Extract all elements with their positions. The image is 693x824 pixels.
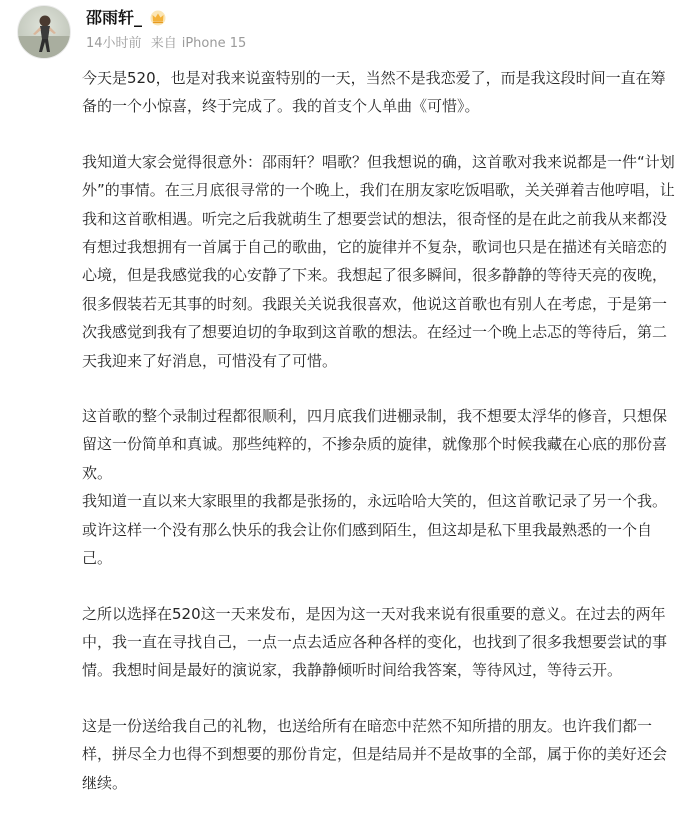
paragraph-3c: 或许这样一个没有那么快乐的我会让你们感到陌生，但这却是私下里我最熟悉的一个自己。	[82, 520, 653, 568]
source-device[interactable]: iPhone 15	[181, 36, 247, 51]
paragraph-4: 之所以选择在520这一天来发布，是因为这一天对我来说有很重要的意义。在过去的两年中，我一直在寻找自己，一点一点去适应各种各样的变化，也找到了很多我想要尝试的事情。我想时间是最好的演说家，我静静倾听时间给我答案，等待风过，等待云开。	[82, 604, 668, 680]
paragraph-2: 我知道大家会觉得很意外：邵雨轩？唱歌？但我想说的确，这首歌对我来说都是一件“计划外”的事情。在三月底很寻常的一个晚上，我们在朋友家吃饭唱歌，关关弹着吉他哼唱，让我和这首歌相遇。听完之后我就萌生了想要尝试的想法，很奇怪的是在此之前我从来都没有想过我想拥有一首属于自己的歌曲，它的旋律并不复杂，歌词也只是在描述有关暗恋的心境，但是我感觉我的心安静了下来。我想起了很多瞬间，很多静静的等待天亮的夜晚，很多假装若无其事的时刻。我跟关关说我很喜欢，他说这首歌也有别人在考虑，于是第一次我感觉到我有了想要迫切的争取到这首歌的想法。在经过一个晚上忐忑的等待后，第二天我迎来了好消息，可惜没有了可惜。	[82, 152, 675, 370]
paragraph-3a: 这首歌的整个录制过程都很顺利，四月底我们进棚录制，我不想要太浮华的修音，只想保留这一份简单和真诚。那些纯粹的，不掺杂质的旋律，就像那个时候我藏在心底的那份喜欢。	[82, 407, 668, 482]
paragraph-5: 这是一份送给我自己的礼物，也送给所有在暗恋中茫然不知所措的朋友。也许我们都一样，拼尽全力也得不到想要的那份肯定，但是结局并不是故事的全部，属于你的美好还会继续。	[82, 716, 668, 792]
username-text: 邵雨轩_	[86, 8, 143, 27]
post-time: 14小时前	[86, 36, 142, 51]
avatar-photo	[18, 6, 70, 58]
username[interactable]	[86, 7, 167, 29]
paragraph-3b: 我知道一直以来大家眼里的我都是张扬的，永远哈哈大笑的，但这首歌记录了另一个我。	[82, 492, 668, 511]
crown-badge-icon[interactable]	[149, 10, 167, 26]
post-content	[82, 64, 678, 797]
post-header	[0, 0, 693, 66]
post-meta	[86, 35, 251, 53]
source-prefix: 来自	[150, 36, 177, 51]
paragraph-1: 今天是520，也是对我来说蛮特别的一天，当然不是我恋爱了，而是我这段时间一直在筹备的一个小惊喜，终于完成了。我的首支个人单曲《可惜》。	[82, 69, 666, 116]
avatar[interactable]	[17, 5, 71, 59]
